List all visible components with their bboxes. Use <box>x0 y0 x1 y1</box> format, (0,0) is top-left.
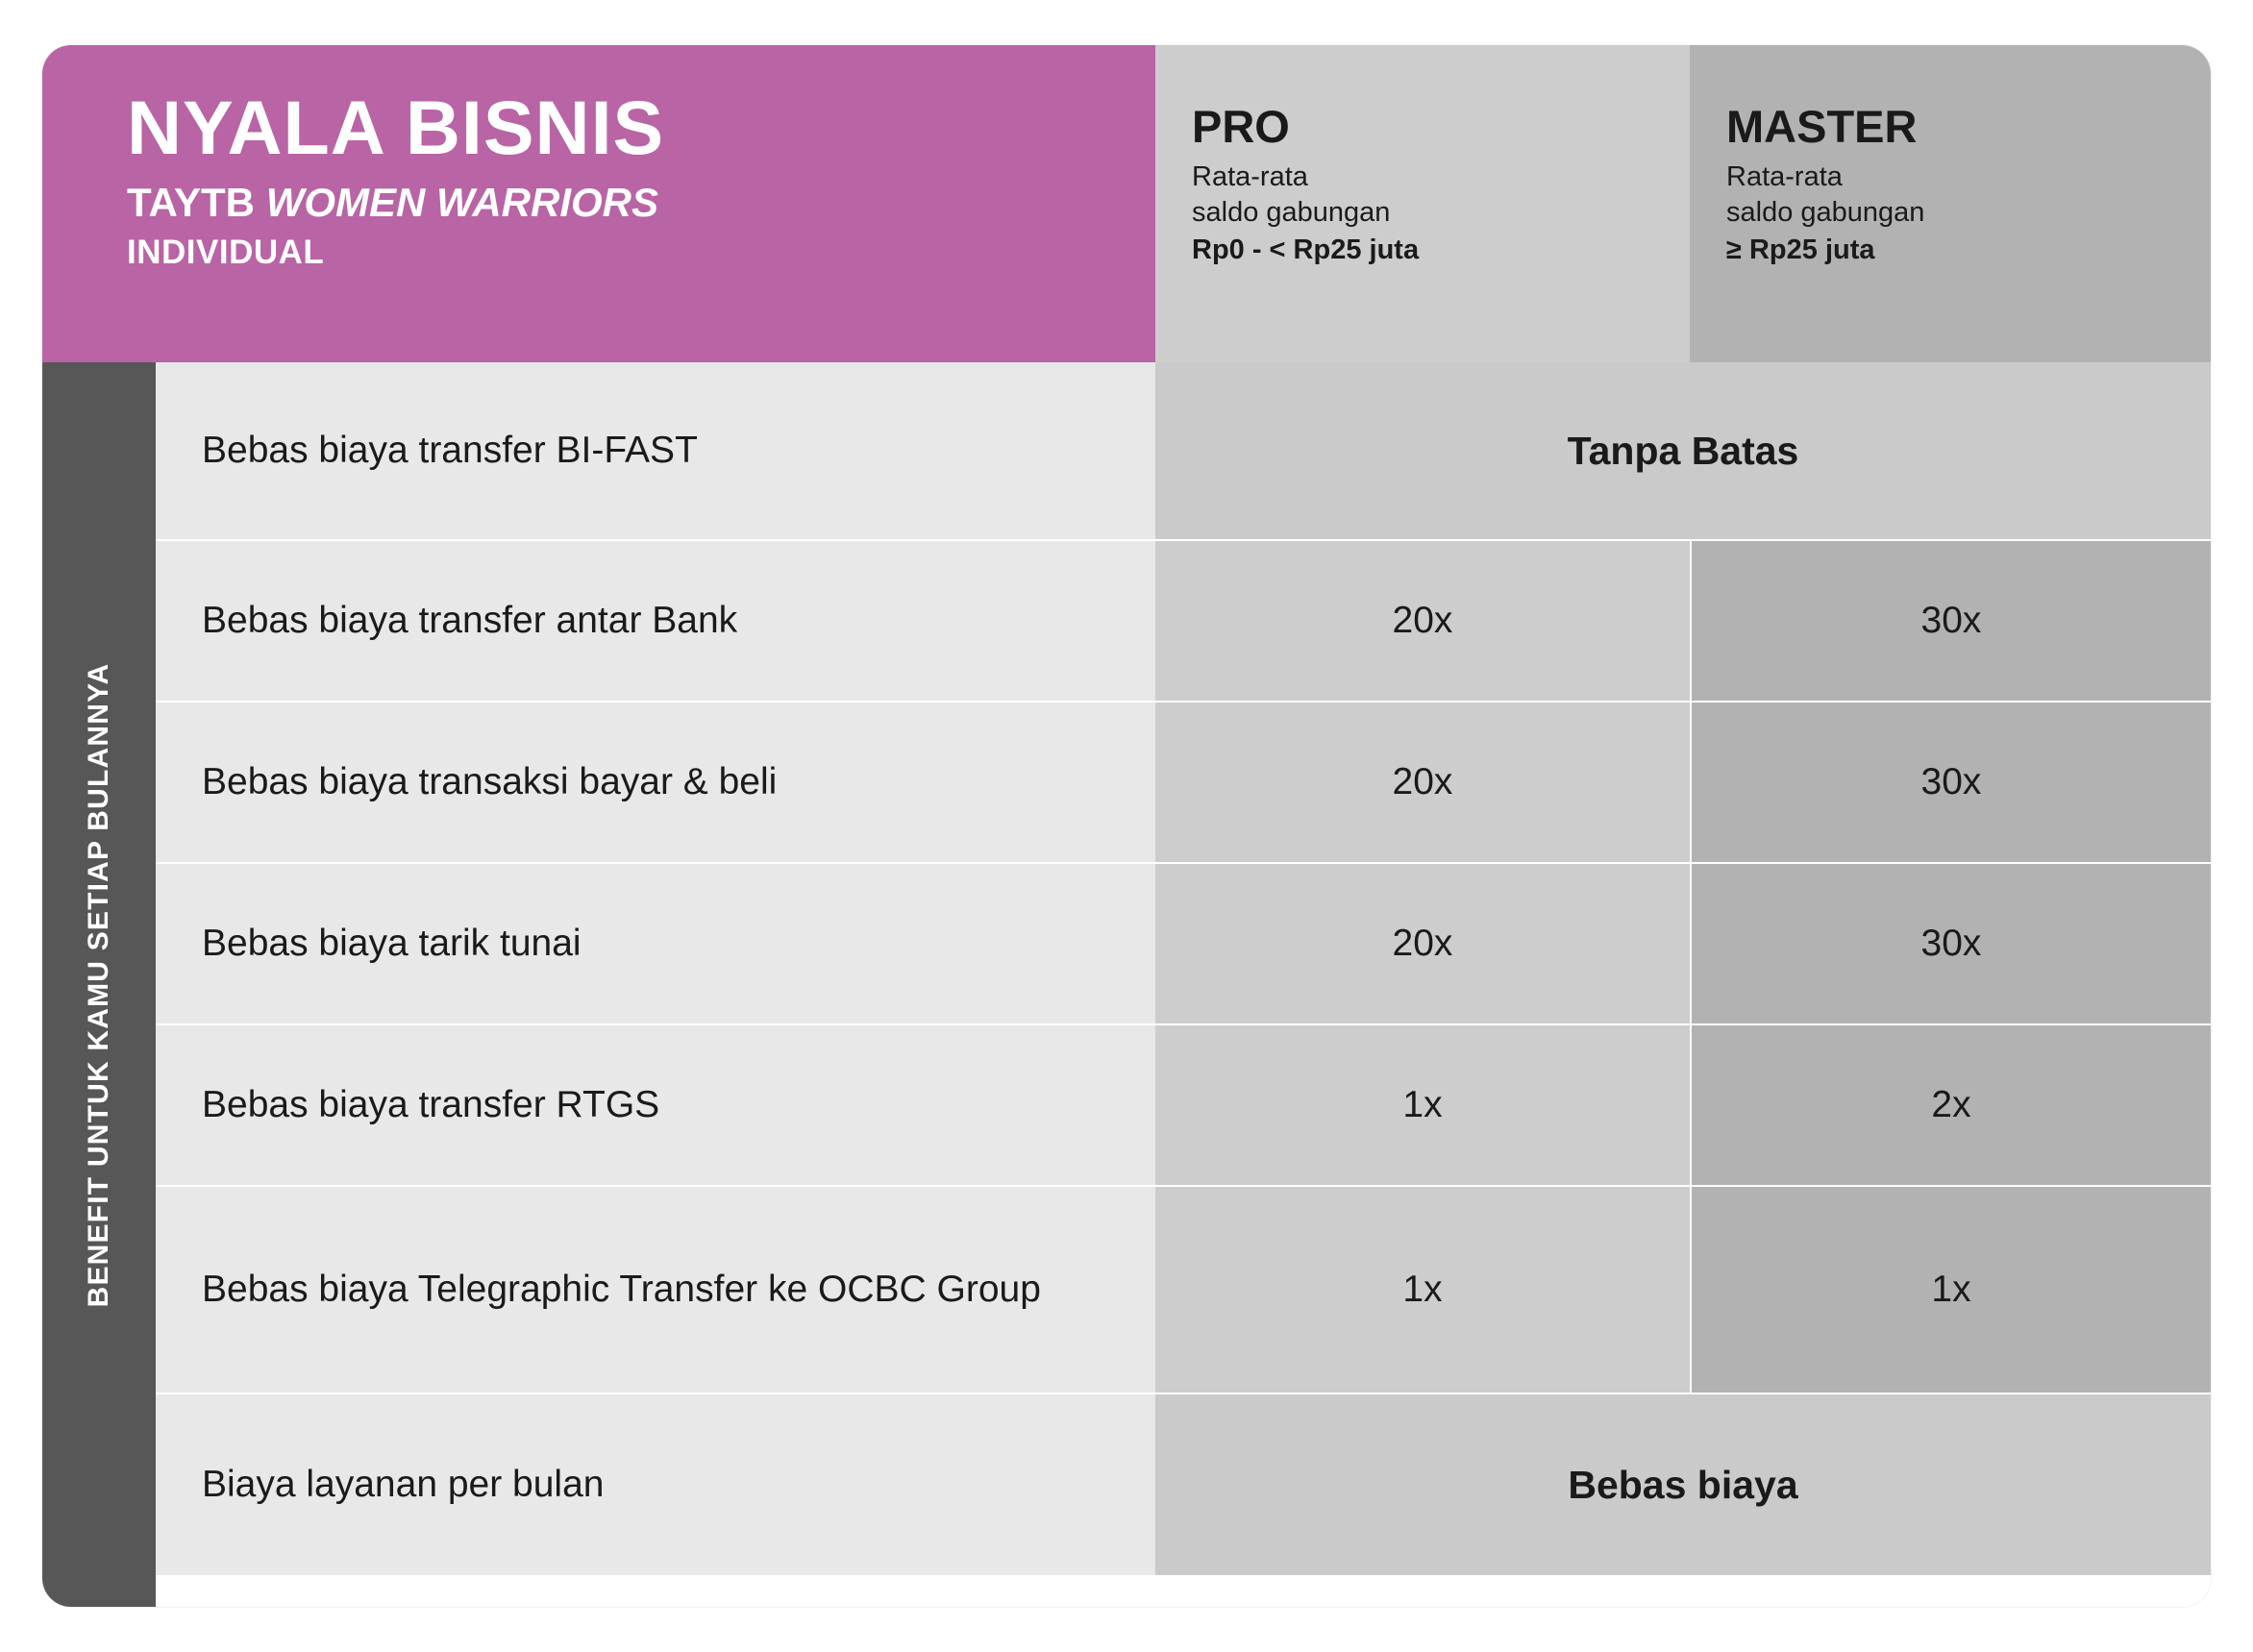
row-value-span: Tanpa Batas <box>1155 362 2211 539</box>
brand-subtitle-regular: TAYTB <box>127 179 266 225</box>
brand-subtitle <box>127 179 1155 227</box>
side-band <box>42 362 156 1607</box>
row-value-master: 1x <box>1690 1187 2211 1393</box>
table-row <box>156 703 2211 864</box>
column-header-pro-line2: saldo gabungan <box>1192 197 1391 229</box>
row-value-pro: 20x <box>1155 864 1690 1023</box>
row-value-pro: 20x <box>1155 703 1690 862</box>
row-label: Bebas biaya transfer RTGS <box>156 1025 1155 1185</box>
side-band-label: BENEFIT UNTUK KAMU SETIAP BULANNYA <box>83 662 114 1307</box>
column-header-master-line3: ≥ Rp25 juta <box>1726 234 1875 265</box>
row-value-master: 30x <box>1690 703 2211 862</box>
brand-header <box>42 45 1155 362</box>
table-row <box>156 1025 2211 1187</box>
row-value-master: 30x <box>1690 541 2211 701</box>
brand-subtitle-italic: WOMEN WARRIORS <box>265 179 658 225</box>
table-row <box>156 541 2211 703</box>
row-label: Bebas biaya transaksi bayar & beli <box>156 703 1155 862</box>
row-label: Bebas biaya transfer antar Bank <box>156 541 1155 701</box>
column-header-master <box>1690 45 2211 362</box>
pricing-table-card <box>42 45 2211 1607</box>
row-label: Bebas biaya tarik tunai <box>156 864 1155 1023</box>
row-value-pro: 1x <box>1155 1187 1690 1393</box>
table-row <box>156 864 2211 1025</box>
row-value-master: 30x <box>1690 864 2211 1023</box>
brand-title: NYALA BISNIS <box>127 85 665 170</box>
row-value-span: Bebas biaya <box>1155 1394 2211 1575</box>
brand-subtitle-second: INDIVIDUAL <box>127 234 325 272</box>
row-label: Biaya layanan per bulan <box>156 1394 1155 1575</box>
table-row <box>156 362 2211 541</box>
table-row <box>156 1187 2211 1394</box>
row-label: Bebas biaya Telegraphic Transfer ke OCBC Group <box>156 1187 1155 1393</box>
table-row <box>156 1394 2211 1575</box>
row-value-pro: 1x <box>1155 1025 1690 1185</box>
column-header-pro-name: PRO <box>1192 101 1290 152</box>
column-header-master-line1: Rata-rata <box>1726 161 1843 193</box>
column-header-master-name: MASTER <box>1726 101 1918 152</box>
column-header-pro <box>1155 45 1690 362</box>
row-value-pro: 20x <box>1155 541 1690 701</box>
table-grid <box>42 45 2211 1607</box>
benefits-table-body <box>156 362 2211 1607</box>
column-header-pro-line1: Rata-rata <box>1192 161 1308 193</box>
column-header-master-line2: saldo gabungan <box>1726 197 1925 229</box>
column-header-pro-line3: Rp0 - < Rp25 juta <box>1192 234 1420 265</box>
row-label: Bebas biaya transfer BI-FAST <box>156 362 1155 539</box>
row-value-master: 2x <box>1690 1025 2211 1185</box>
